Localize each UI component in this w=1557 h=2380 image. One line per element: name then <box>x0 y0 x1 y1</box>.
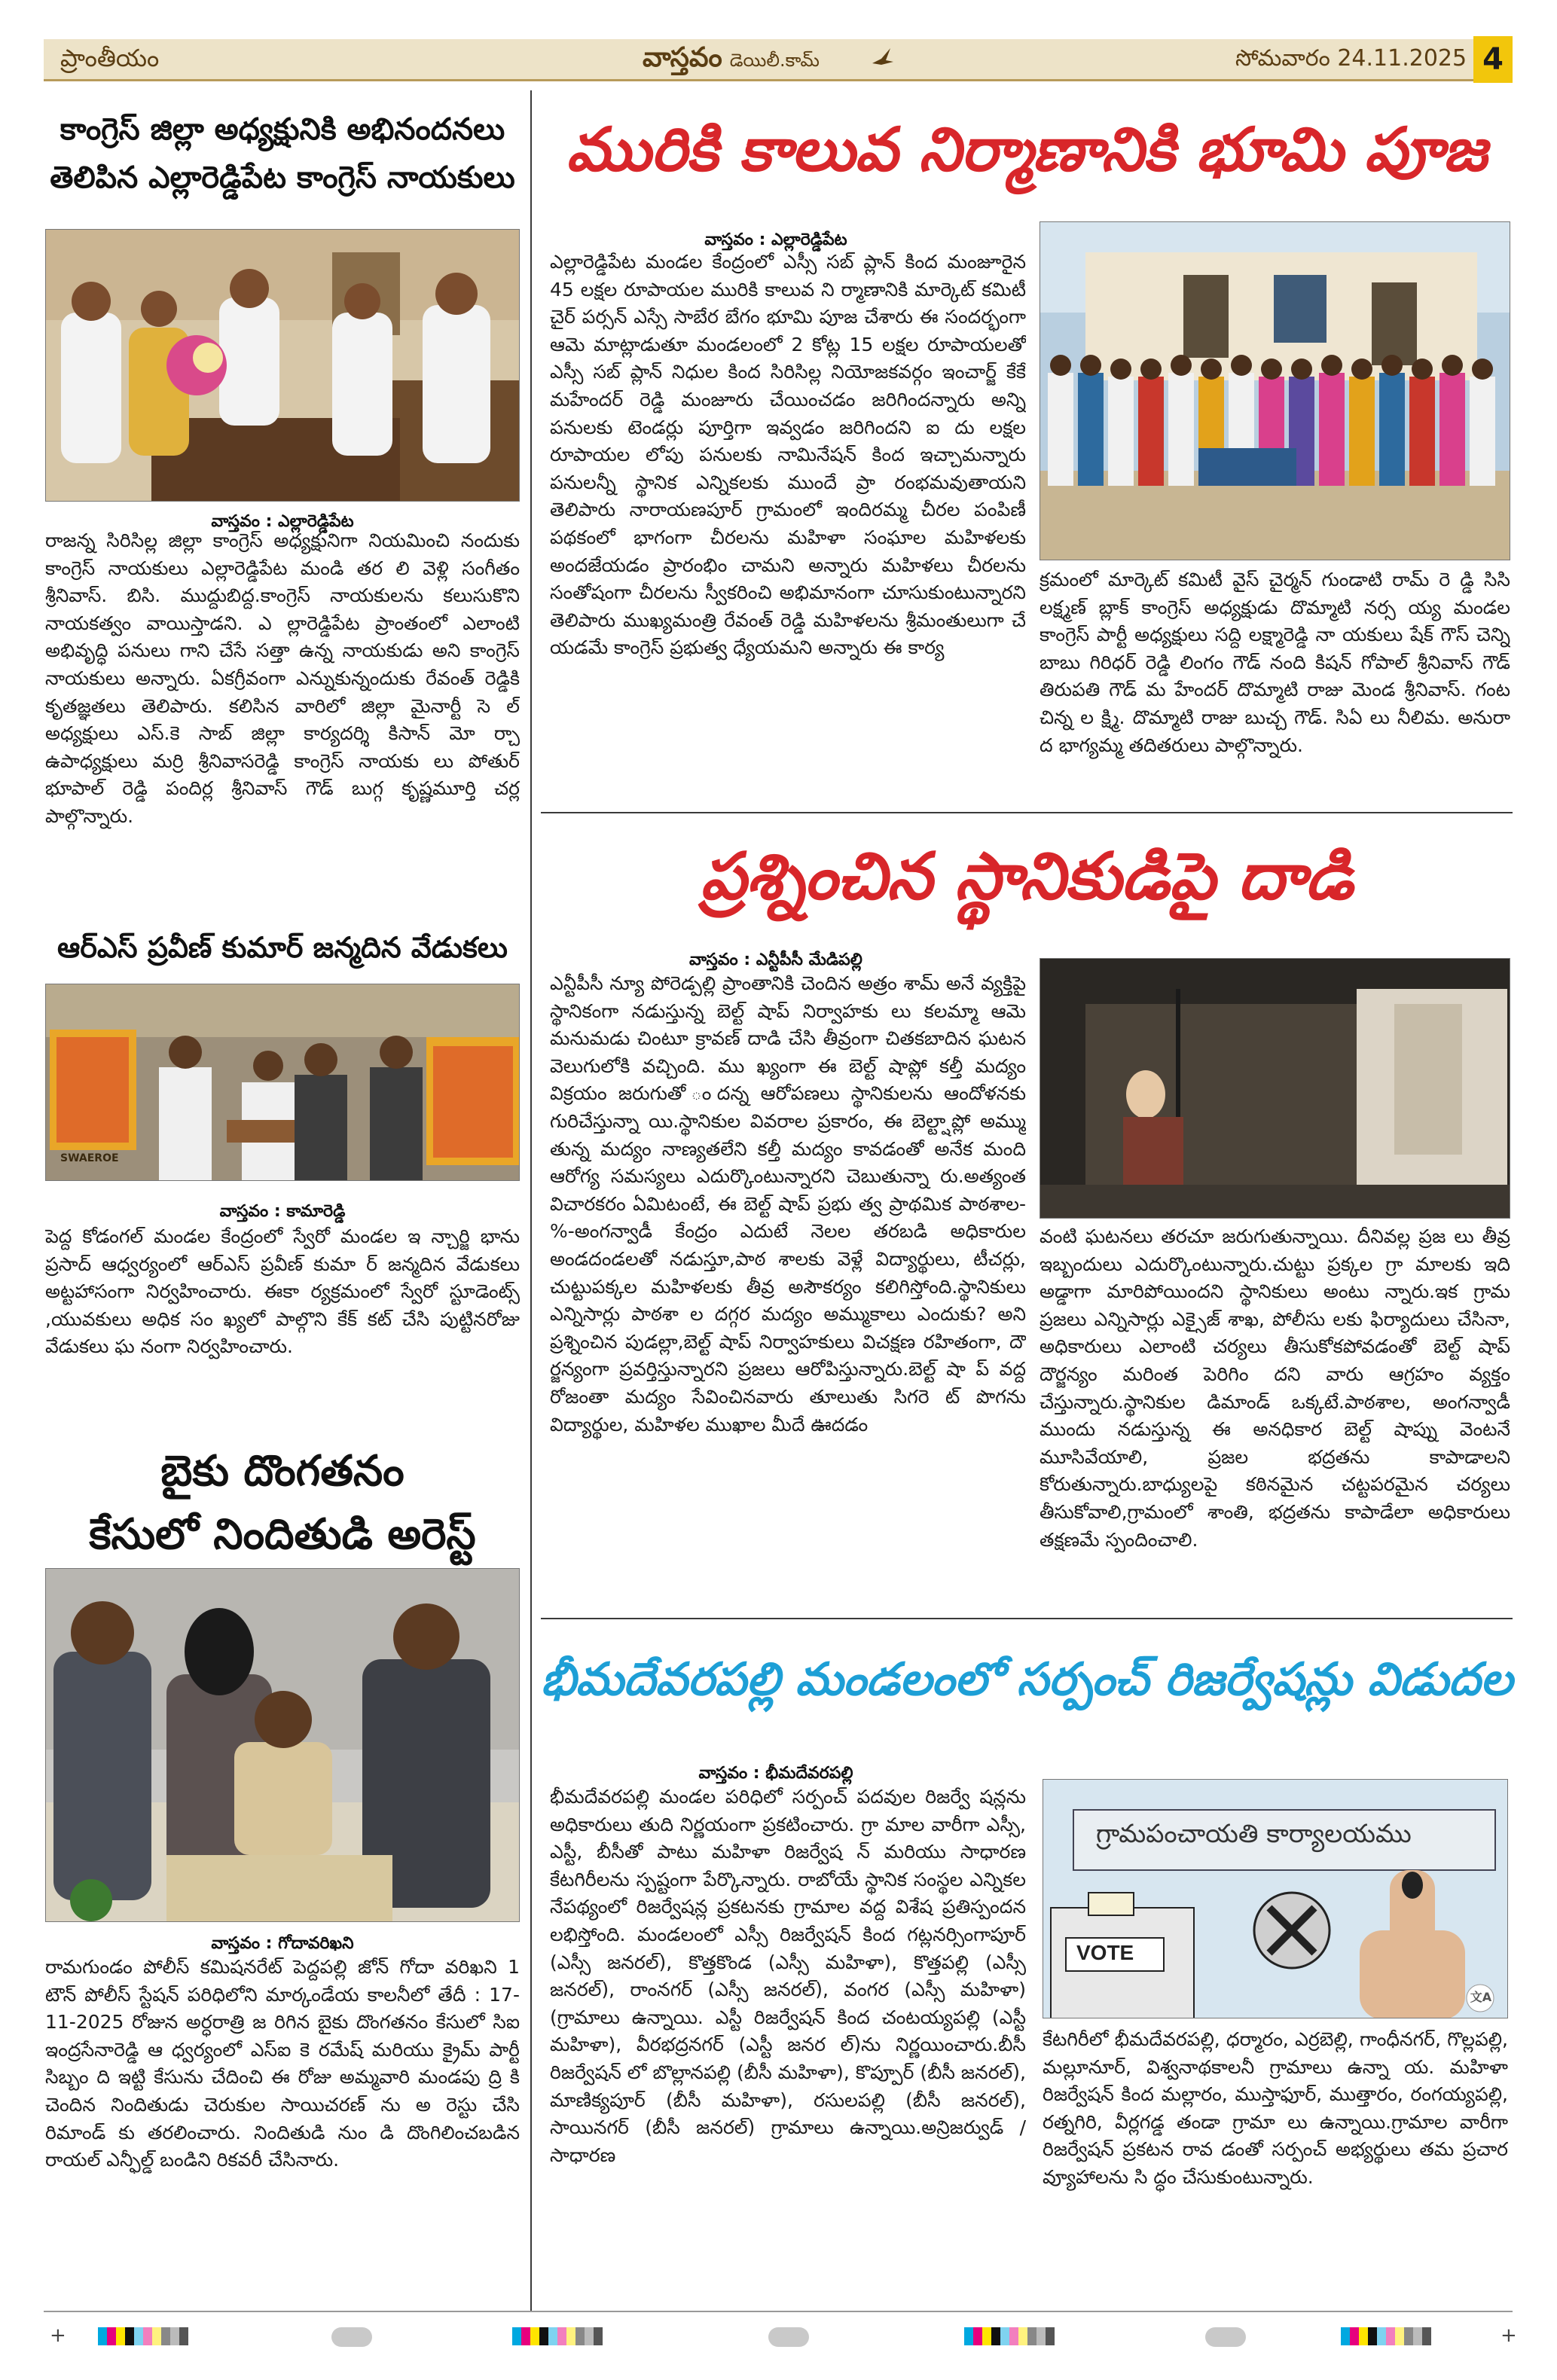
story6-caption: కేటగిరీలో భీమదేవరపల్లి, ధర్మారం, ఎర్రబెల్లి, గాంధీనగర్, గొల్లపల్లి, మల్లూనూర్, విశ్వనాథకాలనీ గ్రామాలు ఉన్నా య. మహిళా రిజర్వేషన్ కింద మల్లారం, ముస్తాఫూర్, ముత్తారం, రంగయ్యపల్లి, రత్నగిరి, వీర్లగడ్డ తండా గ్రామా లు ఉన్నాయి.గ్రామాల వారీగా రిజర్వేషన్ ప్రకటన రావ డంతో సర్పంచ్ అభ్యర్థులు తమ ప్రచార వ్యూహాలను సి ద్ధం చేసుకుంటున్నారు. <box>1043 2028 1508 2188</box>
registration-mark-icon: + <box>1501 2324 1517 2347</box>
registration-mark-icon: + <box>50 2324 66 2347</box>
column-divider <box>530 90 532 2312</box>
story1-dateline: వాస్తవం : ఎల్లారెడ్డిపేట <box>211 512 354 531</box>
colour-bar <box>512 2327 603 2345</box>
story3-body: రామగుండం పోలీస్ కమిషనరేట్ పెద్దపల్లి జోన్ గోదా వరిఖని 1 టౌన్ పోలీస్ స్టేషన్ పరిధిలోని మార్కండేయ కాలనీలో తేదీ : 17-11-2025 రోజున అర్ధరాత్రి జ రిగిన బైకు దొంగతనం కేసులో సిఐ ఇంద్రసేనారెడ్డి ఆ ధ్వర్యంలో ఎస్ఐ కె రమేష్ మరియు క్రైమ్ పార్టీ సిబ్బం ది ఇట్టి కేసును చేదించి ఈ రోజు అమ్మవారి మండపు ద్రి కి చెందిన నిందితుడు చెరుకుల సాయిచరణ్ ను అ రెస్టు చేసి రిమాండ్ కు తరలించారు. నిందితుడి నుం డి దొంగిలించబడిన రాయల్ ఎన్ఫీల్డ్ బండిని రికవరీ చేసినారు. <box>45 1956 520 2171</box>
page-number: 4 <box>1473 36 1513 83</box>
colour-bar <box>98 2327 188 2345</box>
story4-caption: క్రమంలో మార్కెట్ కమిటీ వైస్ చైర్మన్ గుండాటి రామ్ రె డ్డి సిసి లక్ష్మణ్ బ్లాక్ కాంగ్రెస్ అధ్యక్షుడు దొమ్మాటి నర్స య్య మండల కాంగ్రెస్ పార్టీ అధ్యక్షులు సద్ది లక్ష్మారెడ్డి నా యకులు షేక్ గౌస్ చెన్ని బాబు గిరిధర్ రెడ్డి లింగం గౌడ్ నంది కిషన్ గోపాల్ శ్రీనివాస్ గౌడ్ తిరుపతి గౌడ్ మ హేందర్ దొమ్మాటి రాజు మెండ శ్రీనివాస్. గంట చిన్న ల క్ష్మి. దొమ్మాటి రాజు బుచ్చ గౌడ్. సిఏ లు నీలిమ. అనురా ద భాగ్యమ్మ తదితరులు పాల్గొన్నారు. <box>1040 569 1510 756</box>
story-divider <box>541 812 1513 813</box>
story2-dateline: వాస్తవం : కామారెడ్డి <box>219 1202 346 1221</box>
story6-dateline: వాస్తవం : భీమదేవరపల్లి <box>698 1764 853 1783</box>
issue-date: సోమవారం 24.11.2025 <box>1235 45 1467 72</box>
print-marker <box>331 2327 372 2347</box>
colour-bar <box>964 2327 1055 2345</box>
story4-dateline: వాస్తవం : ఎల్లారెడ్డిపేట <box>704 230 847 249</box>
story5-body: ఎన్టీపీసీ న్యూ పోరెడ్పల్లి ప్రాంతానికి చెందిన అత్రం శామ్ అనే వ్యక్తిపై స్థానికంగా నడుస్తున్న బెల్ట్ షాప్ నిర్వాహకు లు కలమ్మా ఆమె మనుమడు చింటూ క్రావణ్ దాడి చేసి తీవ్రంగా చితకబాదిన ఘటన వెలుగులోకి వచ్చింది. ము ఖ్యంగా ఈ బెల్ట్ షాప్లో కల్తీ మద్యం విక్రయం జరుగుతో ందన్న ఆరోపణలు స్థానికులను ఆందోళనకు గురిచేస్తున్నా యి.స్థానికుల వివరాల ప్రకారం, ఈ బెల్ట్షాప్లో అమ్ము తున్న మద్యం నాణ్యతలేని కల్తీ మద్యం కావడంతో అనేక మంది ఆరోగ్య సమస్యలు ఎదుర్కొంటున్నారని చెబుతున్నా రు.అత్యంత విచారకరం ఏమిటంటే, ఈ బెల్ట్ షాప్ ప్రభు త్వ ప్రాథమిక పాఠశాల-%-అంగన్వాడీ కేంద్రం ఎదుటే నెలల తరబడి అధికారుల అండదండలతో నడుస్తూ,పాఠ శాలకు వెళ్లే విద్యార్థులు, టీచర్లు, చుట్టుపక్కల మహిళలకు తీవ్ర అసౌకర్యం కలిగిస్తోంది.స్థానికులు ఎన్నిసార్లు పాఠశా ల దగ్గర మద్యం అమ్ముకాలు ఎందుకు? అని ప్రశ్నించిన పుడల్లా,బెల్ట్ షాప్ నిర్వాహకులు విచక్షణ రహితంగా, దౌ ర్జన్యంగా ప్రవర్తిస్తున్నారని ప్రజలు ఆరోపిస్తున్నారు.బెల్ట్ షా ప్ వద్ద రోజంతా మద్యం సేవించినవారు తూలుతు సిగరె ట్ పొగను విద్యార్థుల, మహిళల ముఖాల మీదే ఊదడం <box>550 972 1026 1436</box>
story3-dateline: వాస్తవం : గోదావరిఖని <box>211 1934 354 1953</box>
story5-caption: వంటి ఘటనలు తరచూ జరుగుతున్నాయి. దీనివల్ల ప్రజ లు తీవ్ర ఇబ్బందులు ఎదుర్కొంటున్నారు.చుట్టు ప్రక్కల గ్రా మాలకు ఇది అడ్డాగా మారిపోయిందని స్థానికులు అంటు న్నారు.ఇక గ్రామ ప్రజలు ఎన్నిసార్లు ఎక్సైజ్ శాఖ, పోలీసు లకు ఫిర్యాదులు చేసినా, అధికారులు ఎలాంటి చర్యలు తీసుకోకపోవడంతో బెల్ట్ షాప్ దౌర్జన్యం మరింత పెరిగిం దని వారు ఆగ్రహం వ్యక్తం చేస్తున్నారు.స్థానికుల డిమాండ్ ఒక్కటే.పాఠశాల, అంగన్వాడీ ముందు నడుస్తున్న ఈ అనధికార బెల్ట్ షాప్ను వెంటనే మూసివేయాలి, ప్రజల భద్రతను కాపాడాలని కోరుతున్నారు.బాధ్యులపై కఠినమైన చట్టపరమైన చర్యలు తీసుకోవాలి,గ్రామంలో శాంతి, భద్రతను కాపాడేలా అధికారులు తక్షణమే స్పందించాలి. <box>1040 1225 1510 1551</box>
print-marker <box>768 2327 809 2347</box>
story2-body: పెద్ద కోడంగల్ మండల కేంద్రంలో స్వేరో మండల ఇ న్చార్జి భాను ప్రసాద్ ఆధ్వర్యంలో ఆర్ఎస్ ప్రవీణ్ కుమా ర్ జన్మదిన వేడుకలు అట్టహాసంగా నిర్వహించారు. ఈకా ర్యక్రమంలో స్వేరో స్టూడెంట్స్ ,యువకులు అధిక సం ఖ్యలో పాల్గొని కేక్ కట్ చేసి పుట్టినరోజు వేడుకలు ఘ నంగా నిర్వహించారు. <box>45 1225 520 1358</box>
story4-headline: మురికి కాలువ నిర్మాణానికి భూమి పూజ <box>566 114 1488 185</box>
colour-bar <box>1341 2327 1431 2345</box>
banner-text: SWAEROE <box>60 1152 119 1164</box>
story5-headline: ప్రశ్నించిన స్థానికుడిపై దాడి <box>700 839 1354 914</box>
story5-dateline: వాస్తవం : ఎన్టీపీసీ మేడిపల్లి <box>689 950 862 969</box>
story4-photo <box>1040 221 1510 560</box>
print-marker <box>1205 2327 1246 2347</box>
story6-headline: భీమదేవరపల్లి మండలంలో సర్పంచ్ రిజర్వేషన్లు విడుదల <box>541 1653 1513 1706</box>
story1-body: రాజన్న సిరిసిల్ల జిల్లా కాంగ్రెస్ అధ్యక్షునిగా నియమించి నందుకు కాంగ్రెస్ నాయకులు ఎల్లారెడ్డిపేట మండి తర లి వెళ్లి సంగీతం శ్రీనివాస్. బిసి. ముద్దుబిద్ద.కాంగ్రెస్ నాయకులను కలుసుకొని నాయకత్వం వాయిస్తాడని. ఎ ల్లారెడ్డిపేట ప్రాంతంలో ఎలాంటి అభివృద్ధి పనులు గాని చేసే సత్తా ఉన్న నాయకుడు అని కాంగ్రెస్ నాయకులు అన్నారు. ఏకగ్రీవంగా ఎన్నుకున్నందుకు రేవంత్ రెడ్డికి కృతజ్ఞతలు తెలిపారు. కలిసిన వారిలో జిల్లా మైనార్టీ సె ల్ అధ్యక్షులు ఎస్.కె సాబ్ జిల్లా కార్యదర్శి కిసాన్ మో ర్చా ఉపాధ్యక్షులు మర్రి శ్రీనివాసరెడ్డి కాంగ్రెస్ నాయకు లు పోతుర్ భూపాల్ రెడ్డి పందిర్ల శ్రీనివాస్ గౌడ్ బుగ్గ కృష్ణమూర్తి చర్ల పాల్గొన్నారు. <box>45 529 520 827</box>
story4-body: ఎల్లారెడ్డిపేట మండల కేంద్రంలో ఎస్సీ సబ్ ప్లాన్ కింద మంజూరైన 45 లక్షల రూపాయల మురికి కాలువ ని ర్మాణానికి మార్కెట్ కమిటీ చైర్ పర్సన్ ఎస్సే సాబేర బేగం భూమి పూజ చేశారు ఈ సందర్భంగా ఆమె మాట్లాడుతూ మండలంలో 2 కోట్ల 15 లక్షల రూపాయలతో ఎస్సీ సబ్ ప్లాన్ నిధుల కింద సిరిసిల్ల నియోజకవర్గం ఇంచార్జ్ కేకే మహేందర్ రెడ్డి మంజూరు చేయించడం జరిగిందన్నారు అన్ని పనులకు టెండర్లు పూర్తిగా ఇవ్వడం జరిగిందని ఐ దు లక్షల రూపాయల లోపు పనులకు నామినేషన్ కింద ఇచ్చామన్నారు పనులన్నీ స్థానిక ఎన్నికలకు ముందే ప్రా రంభమవుతాయని తెలిపారు నారాయణపూర్ గ్రామంలో ఇందిరమ్మ చీరల పంపిణీ పథకంలో భాగంగా చీరలను మహిళా సంఘాల మహిళలకు అందజేయడం ప్రారంభిం చామని అన్నారు మహిళలు చీరలను సంతోషంగా చీరలను స్వీకరించి అభిమానంగా చూసుకుంటున్నారని తెలిపారు ముఖ్యమంత్రి రేవంత్ రెడ్డి మహిళలను శ్రీమంతులుగా చే యడమే కాంగ్రెస్ ప్రభుత్వ ధ్యేయమని అన్నారు ఈ కార్య <box>550 251 1026 659</box>
panchayat-sign: గ్రామపంచాయతి కార్యాలయము <box>1096 1819 1412 1849</box>
story6-photo <box>1043 1779 1508 2018</box>
story6-body: భీమదేవరపల్లి మండల పరిధిలో సర్పంచ్ పదవుల రిజర్వే షన్లను అధికారులు తుది నిర్ణయంగా ప్రకటించారు. గ్రా మాల వారీగా ఎస్సీ, ఎస్టీ, బీసీతో పాటు మహిళా రిజర్వేష న్ మరియు సాధారణ కేటగిరీలను స్పష్టంగా పేర్కొన్నారు. రాబోయే స్థానిక సంస్థల ఎన్నికల నేపథ్యంలో రిజర్వేషన్ల ప్రకటనకు గ్రామాల వద్ద విశేష ప్రతిస్పందన లభిస్తోంది. మండలంలో ఎస్సీ రిజర్వేషన్ కింద గట్లనర్సింగాపూర్ (ఎస్సీ జనరల్), కొత్తకొండ (ఎస్సీ మహిళా), కొత్తపల్లి (ఎస్సీ జనరల్), రాంనగర్ (ఎస్సీ జనరల్), వంగర (ఎస్సీ మహిళా) (గ్రామాలు ఉన్నాయి. ఎస్టీ రిజర్వేషన్ కింద చంటయ్యపల్లి (ఎస్టీ మహిళా), వీరభద్రనగర్ (ఎస్టీ జనర ల్)ను నిర్ణయించారు.బీసీ రిజర్వేషన్ లో బొల్లానపల్లి (బీసీ మహిళా), కొప్పూర్ (బీసీ జనరల్), మాణిక్యపూర్ (బీసీ మహిళా), రసులపల్లి (బీసీ జనరల్), సాయినగర్ (బీసీ జనరల్) గ్రామాలు ఉన్నాయి.అన్రిజర్వుడ్ / సాధారణ <box>550 1786 1026 2166</box>
brand-name: వాస్తవం డెయిలీ.కామ్ <box>643 42 820 73</box>
section-label: ప్రాంతీయం <box>60 44 160 72</box>
story1-photo <box>45 229 520 502</box>
translate-icon[interactable]: 文A <box>1470 1990 1492 2004</box>
story2-photo <box>45 984 520 1181</box>
page-bottom-rule <box>44 2311 1513 2312</box>
story3-photo <box>45 1568 520 1922</box>
story2-headline: ఆర్ఎస్ ప్రవీణ్ కుమార్ జన్మదిన వేడుకలు <box>57 931 508 964</box>
masthead <box>44 39 1513 81</box>
story-divider <box>541 1618 1513 1619</box>
story1-headline: కాంగ్రెస్ జిల్లా అధ్యక్షునికి అభినందనలు తెలిపిన ఎల్లారెడ్డిపేట కాంగ్రెస్ నాయకులు <box>50 112 515 195</box>
story5-photo <box>1040 958 1510 1219</box>
story3-headline: బైకు దొంగతనం కేసులో నిందితుడి అరెస్ట్ <box>89 1447 476 1559</box>
bird-icon <box>871 47 895 75</box>
vote-label: VOTE <box>1076 1941 1134 1964</box>
